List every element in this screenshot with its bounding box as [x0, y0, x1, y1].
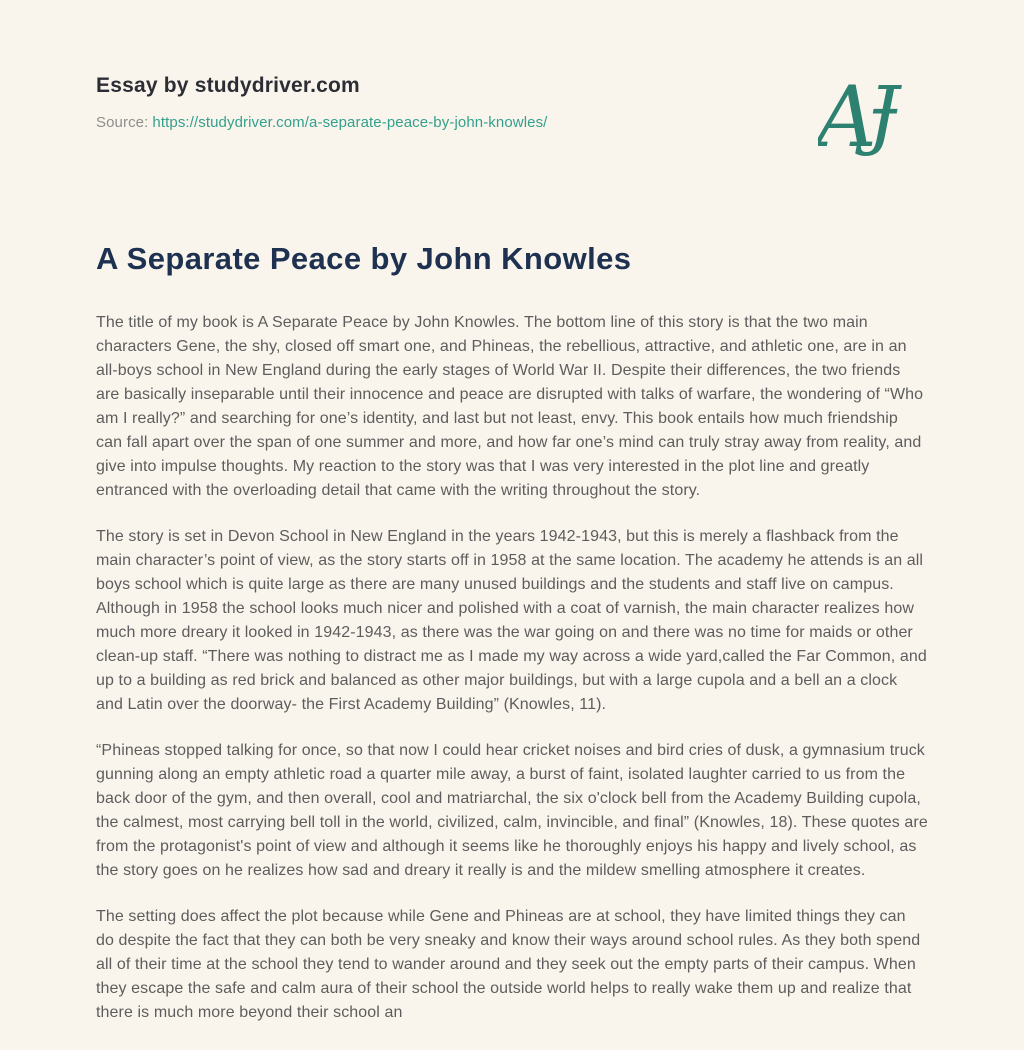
- source-label: Source:: [96, 114, 149, 131]
- essay-paragraph-2: The story is set in Devon School in New England in the years 1942-1943, but this is merely a flashback from the main character’s point of view, as the story starts off in 1958 at the same location. The academy he attends is an all boys school which is quite large as there are many unused buildings and the students and staff live on campus. Although in 1958 the school looks much nicer and polished with a coat of varnish, the main character realizes how much more dreary it looked in 1942-1943, as there was the war going on and there was no time for maids or other clean-up staff. “There was nothing to distract me as I made my way across a wide yard,called the Far Common, and up to a building as red brick and balanced as other major buildings, but with a large cupola and a bell an a clock and Latin over the doorway- the First Academy Building” (Knowles, 11).: [96, 528, 927, 713]
- source-link[interactable]: https://studydriver.com/a-separate-peace-by-john-knowles/: [152, 114, 548, 131]
- svg-text:A: A: [818, 68, 877, 166]
- essay-paragraph-4: The setting does affect the plot because while Gene and Phineas are at school, they have limited things they can do despite the fact that they can both be very sneaky and know their ways around school rules. As they both spend all of their time at the school they tend to wander around and they seek out the empty parts of their campus. When they escape the safe and calm aura of their school the outside world helps to really wake them up and realize that there is much more beyond their school an: [96, 908, 921, 1021]
- essay-paragraph-3: “Phineas stopped talking for once, so that now I could hear cricket noises and bird cries of dusk, a gymnasium truck gunning along an empty athletic road a quarter mile away, a burst of faint, isolated laughter carried to us from the back door of the gym, and then overall, cool and matriarchal, the six o'clock bell from the Academy Building cupola, the calmest, most carrying bell toll in the world, civilized, calm, invincible, and final” (Knowles, 18). These quotes are from the protagonist's point of view and although it seems like he thoroughly enjoys his happy and lively school, as the story goes on he realizes how sad and dreary it really is and the mildew smelling atmosphere it creates.: [96, 742, 928, 879]
- source-row: [96, 114, 928, 131]
- page-header: [96, 0, 928, 131]
- essay-title: A Separate Peace by John Knowles: [96, 241, 632, 276]
- essay-body: [96, 311, 928, 1025]
- essay-paragraph-1: The title of my book is A Separate Peace by John Knowles. The bottom line of this story is that the two main characters Gene, the shy, closed off smart one, and Phineas, the rebellious, attractive, and athletic one, are in an all-boys school in New England during the early stages of World War II. Despite their differences, the two friends are basically inseparable until their innocence and peace are disrupted with talks of warfare, the wondering of “Who am I really?” and searching for one’s identity, and last but not least, envy. This book entails how much friendship can fall apart over the span of one summer and more, and how far one’s mind can truly stray away from reality, and give into impulse thoughts. My reaction to the story was that I was very interested in the plot line and greatly entranced with the overloading detail that came with the writing throughout the story.: [96, 314, 924, 499]
- studydriver-aj-logo-icon: [818, 66, 936, 168]
- byline: Essay by studydriver.com: [96, 74, 360, 97]
- svg-text:Ɉ: Ɉ: [868, 69, 899, 158]
